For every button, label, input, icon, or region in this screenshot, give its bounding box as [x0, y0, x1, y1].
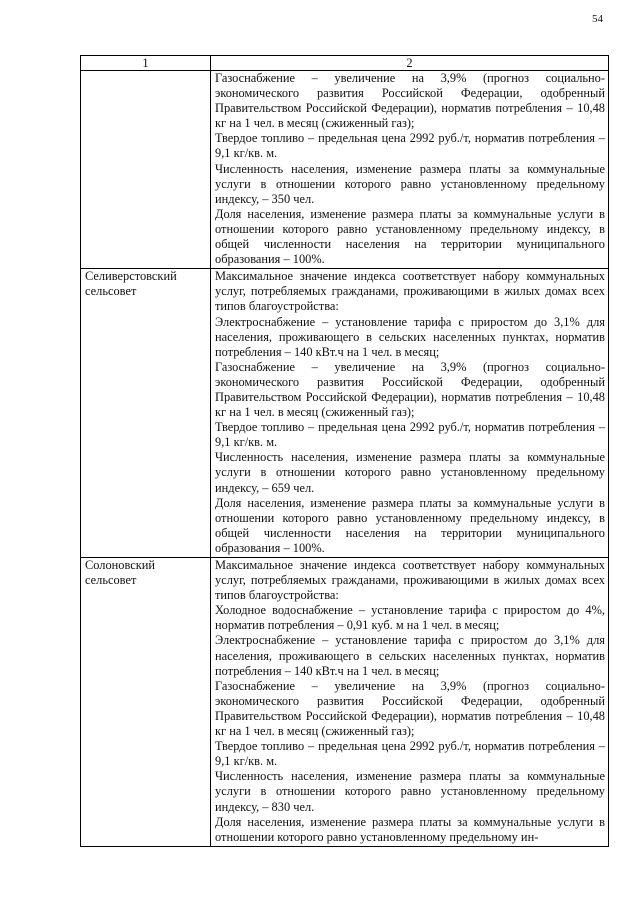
indices-table	[80, 55, 609, 847]
table-row	[81, 71, 609, 269]
table-row	[81, 269, 609, 558]
paragraph: Газоснабжение – увеличение на 3,9% (прогноз социально-экономического развития Российской Федерации, одобренный Правительством Российской Федерации), норматив потребления – 10,48 кг на 1 чел. в месяц (сжиженный газ);	[215, 359, 605, 420]
table-row	[81, 558, 609, 847]
municipality-name	[81, 71, 211, 269]
paragraph: Максимальное значение индекса соответствует набору коммунальных услуг, потребляемых гражданами, проживающими в жилых домах всех типов благоустройства:	[215, 558, 605, 603]
column-header-1: 1	[81, 56, 211, 71]
paragraph: Численность населения, изменение размера платы за коммунальные услуги в отношении которого равно установленному предельному индексу, – 659 чел.	[215, 450, 605, 495]
paragraph: Максимальное значение индекса соответствует набору коммунальных услуг, потребляемых гражданами, проживающими в жилых домах всех типов благоустройства:	[215, 269, 605, 314]
row-description	[211, 71, 609, 269]
paragraph: Доля населения, изменение размера платы за коммунальные услуги в отношении которого равно установленному предельному индексу, в общей численности населения на территории муниципального образования – 100%.	[215, 206, 605, 267]
paragraph: Численность населения, изменение размера платы за коммунальные услуги в отношении которого равно установленному предельному индексу, – 350 чел.	[215, 161, 605, 206]
paragraph: Доля населения, изменение размера платы за коммунальные услуги в отношении которого равно установленному предельному ин-	[215, 814, 605, 844]
paragraph: Газоснабжение – увеличение на 3,9% (прогноз социально-экономического развития Российской Федерации, одобренный Правительством Российской Федерации), норматив потребления – 10,48 кг на 1 чел. в месяц (сжиженный газ);	[215, 71, 605, 131]
row-description	[211, 269, 609, 558]
paragraph: Электроснабжение – установление тарифа с приростом до 3,1% для населения, проживающего в сельских населенных пунктах, норматив потребления – 140 кВт.ч на 1 чел. в месяц;	[215, 633, 605, 678]
header-row	[81, 56, 609, 71]
paragraph: Твердое топливо – предельная цена 2992 руб./т, норматив потребления – 9,1 кг/кв. м.	[215, 131, 605, 161]
paragraph: Электроснабжение – установление тарифа с приростом до 3,1% для населения, проживающего в сельских населенных пунктах, норматив потребления – 140 кВт.ч на 1 чел. в месяц;	[215, 314, 605, 359]
paragraph: Газоснабжение – увеличение на 3,9% (прогноз социально-экономического развития Российской Федерации, одобренный Правительством Российской Федерации), норматив потребления – 10,48 кг на 1 чел. в месяц (сжиженный газ);	[215, 678, 605, 739]
paragraph: Доля населения, изменение размера платы за коммунальные услуги в отношении которого равно установленному предельному индексу, в общей численности населения на территории муниципального образования – 100%.	[215, 495, 605, 555]
paragraph: Численность населения, изменение размера платы за коммунальные услуги в отношении которого равно установленному предельному индексу, – 830 чел.	[215, 769, 605, 814]
paragraph: Твердое топливо – предельная цена 2992 руб./т, норматив потребления – 9,1 кг/кв. м.	[215, 420, 605, 450]
paragraph: Холодное водоснабжение – установление тарифа с приростом до 4%, норматив потребления – 0,91 куб. м на 1 чел. в месяц;	[215, 603, 605, 633]
municipality-name: Селиверстовский сельсовет	[81, 269, 211, 558]
column-header-2: 2	[211, 56, 609, 71]
municipality-name: Солоновский сельсовет	[81, 558, 211, 847]
row-description	[211, 558, 609, 847]
page-number: 54	[592, 13, 603, 25]
paragraph: Твердое топливо – предельная цена 2992 руб./т, норматив потребления – 9,1 кг/кв. м.	[215, 739, 605, 769]
